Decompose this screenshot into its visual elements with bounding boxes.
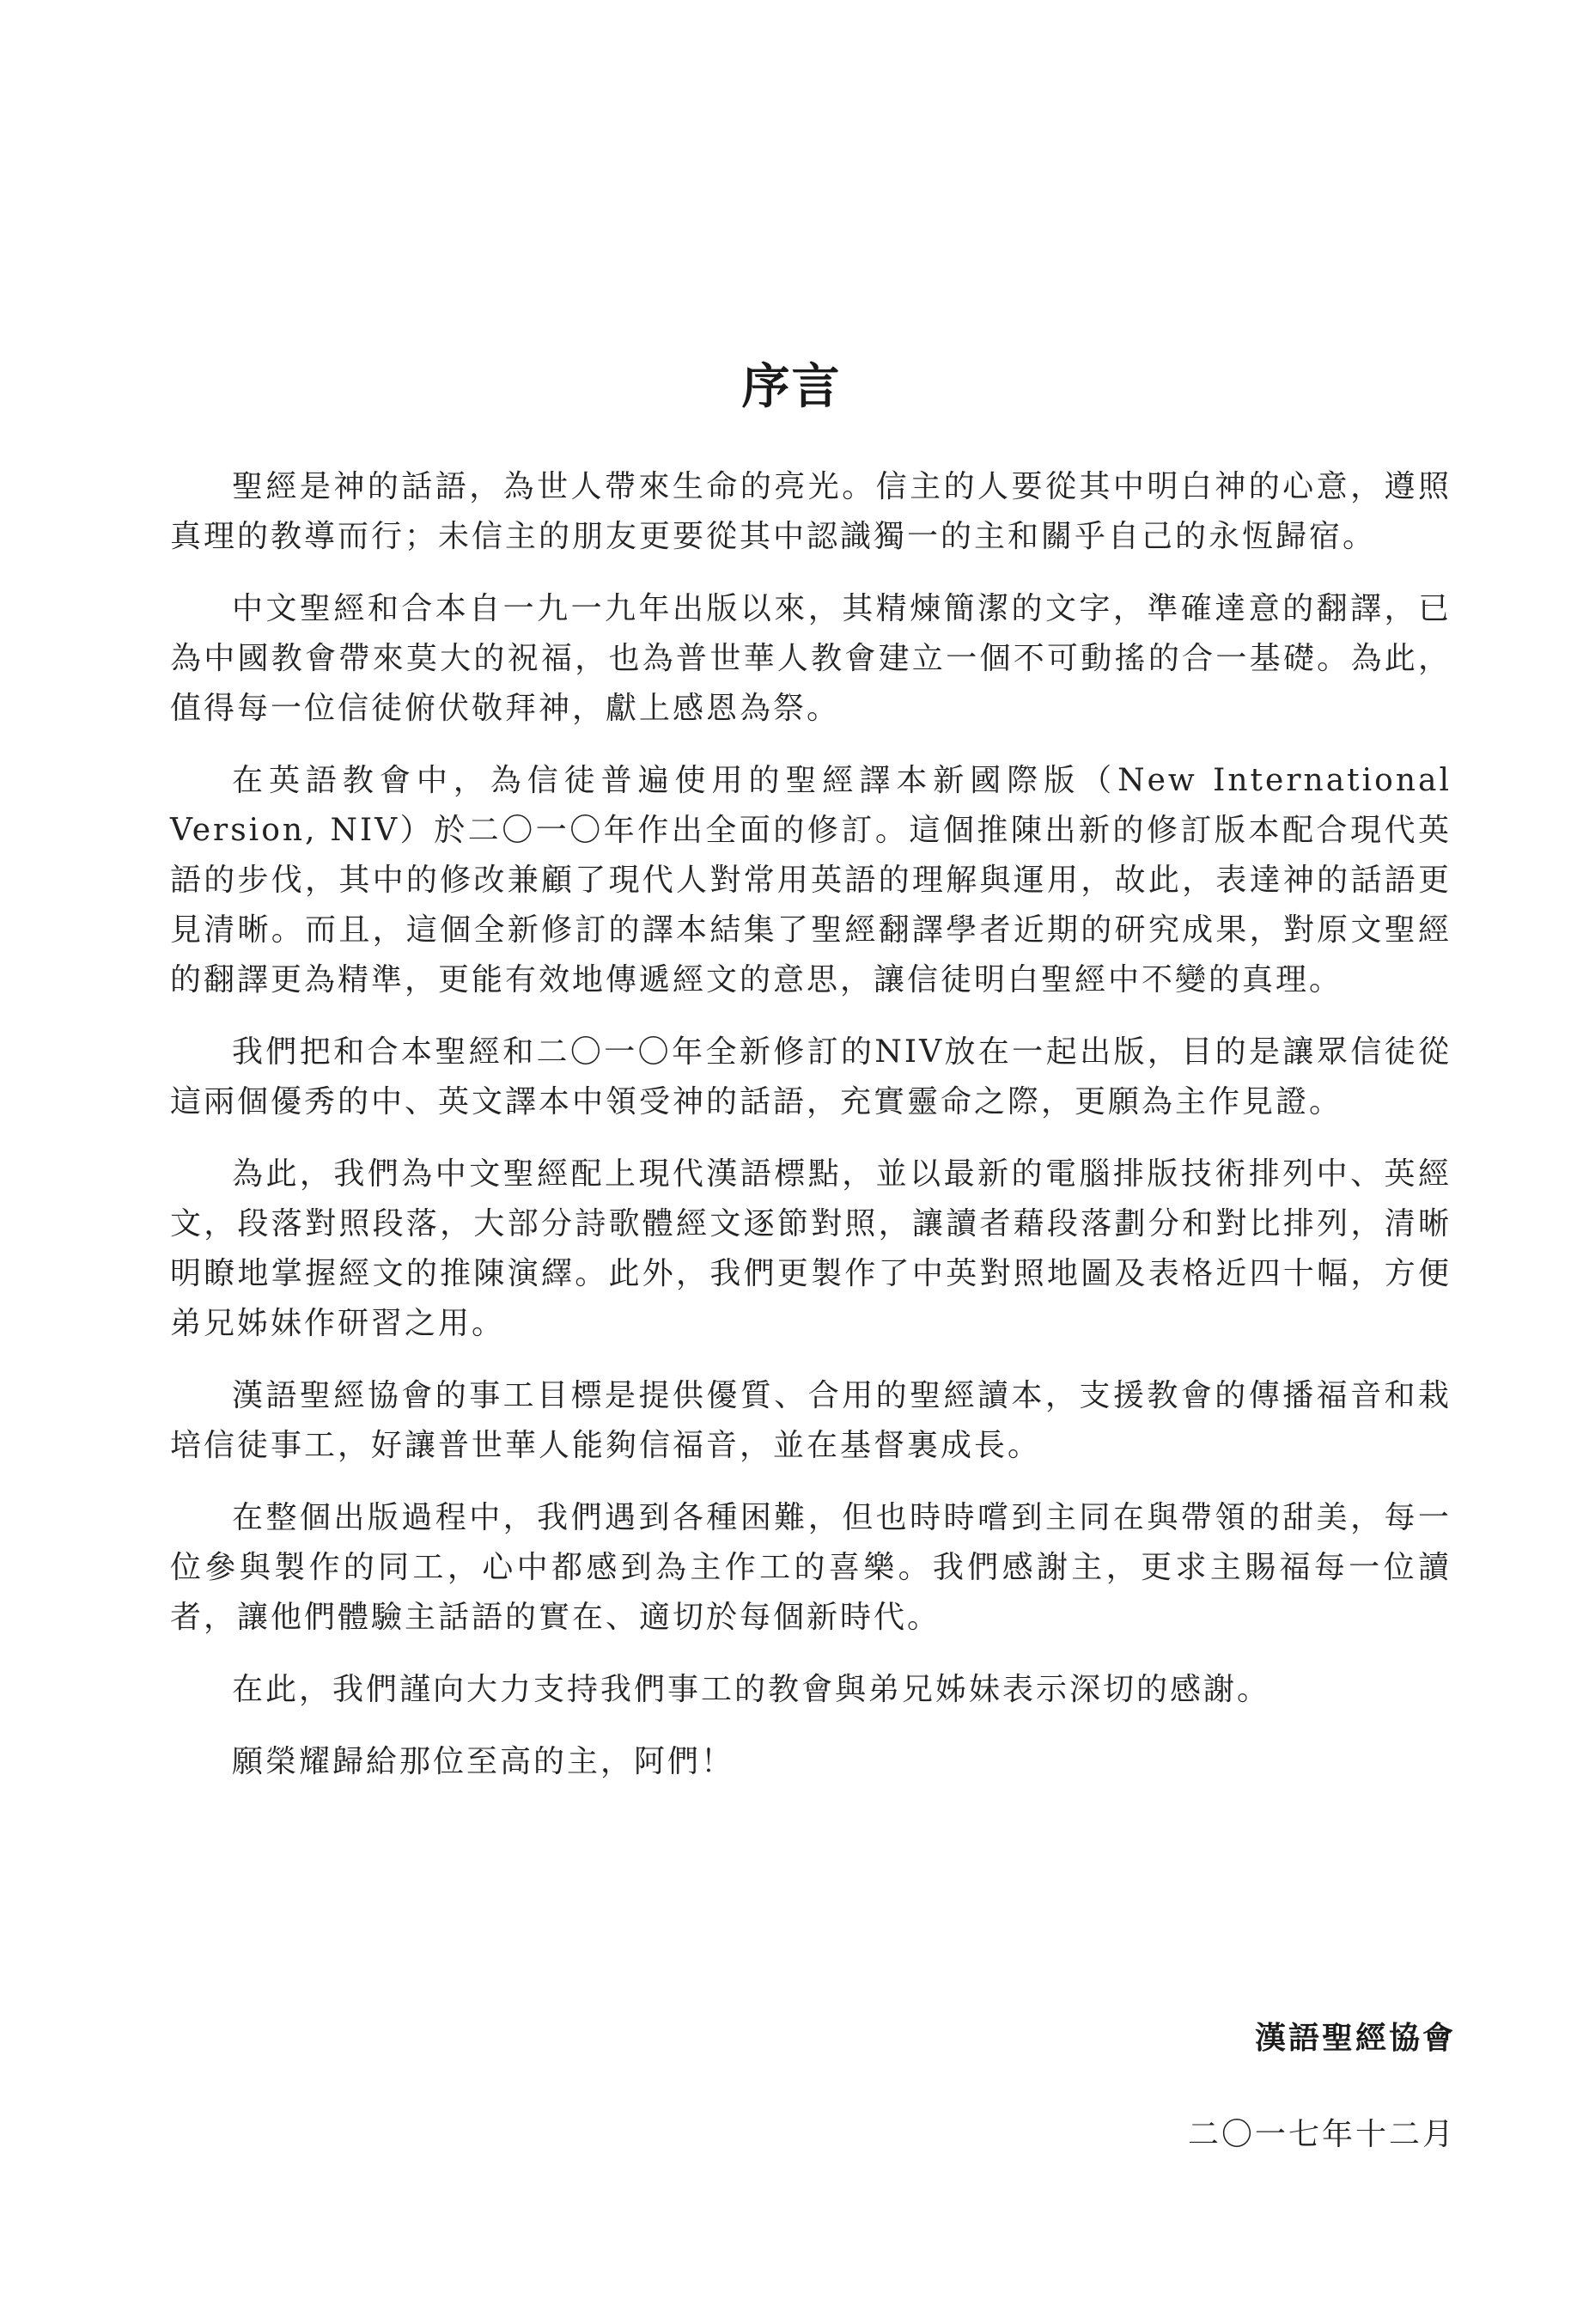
paragraph-4: 我們把和合本聖經和二〇一〇年全新修訂的NIV放在一起出版，目的是讓眾信徒從這兩個優秀的中、英文譯本中領受神的話語，充實靈命之際，更願為主作見證。 — [170, 1034, 1452, 1119]
paragraph-8: 在此，我們謹向大力支持我們事工的教會與弟兄姊妹表示深切的感謝。 — [232, 1672, 1271, 1707]
paragraph-7: 在整個出版過程中，我們遇到各種困難，但也時時嚐到主同在與帶領的甜美，每一位參與製作的同工，心中都感到為主作工的喜樂。我們感謝主，更求主賜福每一位讀者，讓他們體驗主話語的實在、適切於每個新時代。 — [170, 1500, 1452, 1635]
paragraph-5: 為此，我們為中文聖經配上現代漢語標點，並以最新的電腦排版技術排列中、英經文，段落對照段落，大部分詩歌體經文逐節對照，讓讀者藉段落劃分和對比排列，清晰明瞭地掌握經文的推陳演繹。此外，我們更製作了中英對照地圖及表格近四十幅，方便弟兄姊妹作研習之用。 — [170, 1156, 1452, 1341]
page-title: 序言 — [741, 358, 842, 415]
paragraph-1: 聖經是神的話語，為世人帶來生命的亮光。信主的人要從其中明白神的心意，遵照真理的教導而行；未信主的朋友更要從其中認識獨一的主和關乎自己的永恆歸宿。 — [170, 469, 1452, 554]
body-text — [170, 462, 1452, 1809]
paragraph-6: 漢語聖經協會的事工目標是提供優質、合用的聖經讀本，支援教會的傳播福音和栽培信徒事工，好讓普世華人能夠信福音，並在基督裏成長。 — [170, 1378, 1452, 1463]
signature-organization: 漢語聖經協會 — [1254, 2021, 1456, 2056]
paragraph-9: 願榮耀歸給那位至高的主，阿們！ — [232, 1744, 735, 1779]
signature-date: 二〇一七年十二月 — [1187, 2117, 1456, 2152]
paragraph-2: 中文聖經和合本自一九一九年出版以來，其精煉簡潔的文字，準確達意的翻譯，已為中國教會帶來莫大的祝福，也為普世華人教會建立一個不可動搖的合一基礎。為此，值得每一位信徒俯伏敬拜神，獻上感恩為祭。 — [170, 591, 1452, 726]
paragraph-3: 在英語教會中，為信徒普遍使用的聖經譯本新國際版（New International Version, NIV）於二〇一〇年作出全面的修訂。這個推陳出新的修訂版本配合現代英語的步伐，其中的修改兼顧了現代人對常用英語的理解與運用，故此，表達神的話語更見清晰。而且，這個全新修訂的譯本結集了聖經翻譯學者近期的研究成果，對原文聖經的翻譯更為精準，更能有效地傳遞經文的意思，讓信徒明白聖經中不變的真理。 — [170, 763, 1452, 997]
